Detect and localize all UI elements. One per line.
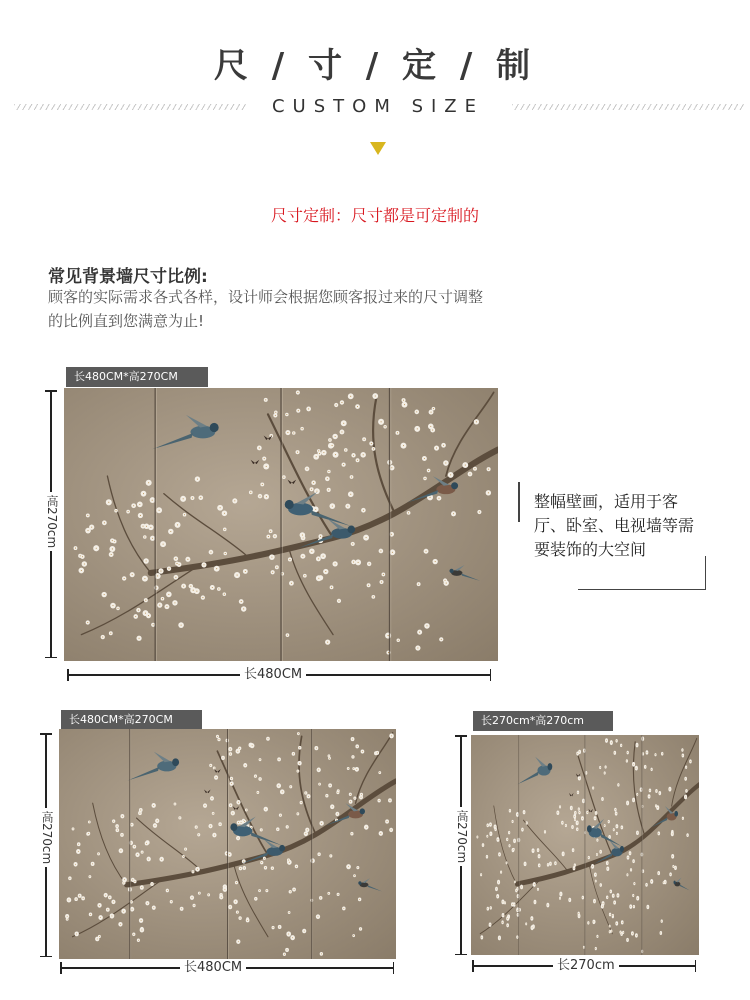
usage-callout [518,482,706,590]
height-label-3: 高270cm [455,807,469,866]
subtitle: CUSTOM SIZE [271,96,485,117]
mural-preview-1 [64,388,498,661]
mural-artwork [59,729,396,959]
left-hatch-divider [14,104,246,110]
size-tag-3: 长270cm*高270cm [473,711,613,731]
mural-preview-2 [59,729,396,959]
subtitle-row [0,96,750,120]
width-label-3: 长270cm [553,958,619,974]
custom-size-note: 尺寸定制：尺寸都是可定制的 [270,206,479,225]
section-description [48,285,608,333]
down-triangle-icon [370,142,386,155]
size-tag-1: 长480CM*高270CM [66,367,208,387]
width-label-1: 长480CM [240,667,306,683]
size-tag-2: 长480CM*高270CM [61,710,202,730]
section-heading: 常见背景墙尺寸比例: [48,267,208,287]
description-line-2: 的比例直到您满意为止! [48,312,205,330]
bird-icon [127,752,179,781]
height-label-2: 高270cm [40,808,54,867]
bird-icon [517,757,552,785]
height-label-1: 高270cm [45,492,59,551]
mural-preview-3 [471,735,699,955]
bird-icon [358,878,382,891]
page-title: 尺 / 寸 / 定 / 制 [213,46,537,86]
callout-text: 整幅壁画，适用于客厅、卧室、电视墙等需要装饰的大空间 [534,492,695,559]
mural-artwork [64,388,498,661]
mural-artwork [471,735,699,955]
bird-icon [449,565,480,581]
bird-icon [152,415,219,449]
width-label-2: 长480CM [180,960,246,976]
description-line-1: 顾客的实际需求各式各样，设计师会根据您顾客报过来的尺寸调整 [48,288,484,306]
bird-icon [674,878,690,891]
right-hatch-divider [512,104,744,110]
